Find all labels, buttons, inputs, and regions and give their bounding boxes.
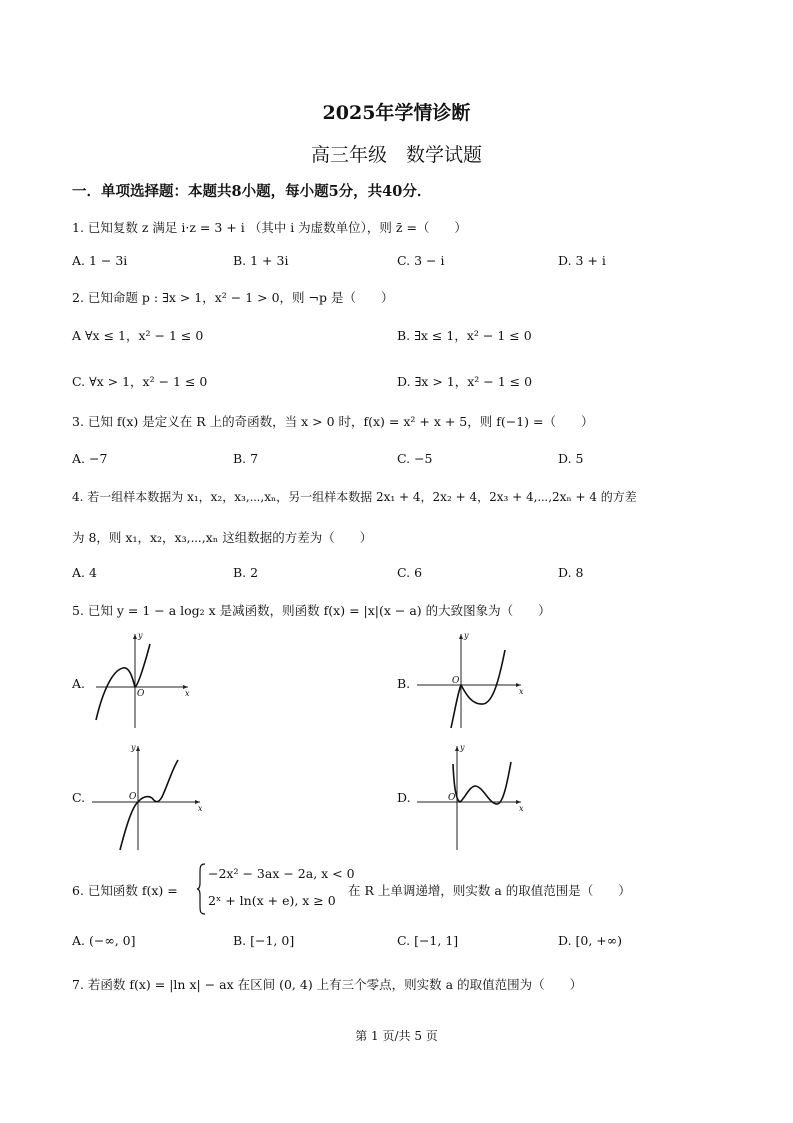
- graph-b-origin-label: O: [452, 676, 460, 686]
- question-6-option-a: A. (−∞, 0]: [72, 933, 136, 948]
- question-5-graph-b: [413, 630, 528, 730]
- graph-d-y-label: y: [460, 743, 465, 752]
- question-5-stem: 5. 已知 y = 1 − a log₂ x 是减函数，则函数 f(x) = |x|(x − a) 的大致图象为（ ）: [72, 603, 551, 618]
- question-4-option-d: D. 8: [558, 565, 584, 580]
- graph-a-y-label: y: [138, 631, 143, 640]
- question-5-option-c-label: C.: [72, 790, 86, 805]
- page-subtitle: 高三年级 数学试题: [310, 144, 482, 166]
- question-1-option-a: A. 1 − 3i: [72, 253, 128, 268]
- question-6-piece-1: −2x² − 3ax − 2a, x < 0: [208, 866, 355, 881]
- question-6-stem-suffix: 在 R 上单调递增，则实数 a 的取值范围是（ ）: [348, 883, 631, 898]
- graph-a-origin-label: O: [137, 689, 145, 699]
- question-6-option-d: D. [0, +∞): [558, 933, 623, 948]
- question-6-option-b: B. [−1, 0]: [233, 933, 295, 948]
- question-3-option-c: C. −5: [397, 451, 433, 466]
- question-5-option-d-label: D.: [397, 790, 411, 805]
- question-5-option-b-label: B.: [397, 676, 411, 691]
- question-4-option-b: B. 2: [233, 565, 259, 580]
- question-1-option-b: B. 1 + 3i: [233, 253, 289, 268]
- graph-d-x-label: x: [519, 804, 524, 813]
- question-3-option-a: A. −7: [72, 451, 108, 466]
- question-6-piece-2: 2ˣ + ln(x + e), x ≥ 0: [208, 893, 336, 908]
- question-3-option-b: B. 7: [233, 451, 259, 466]
- question-3-option-d: D. 5: [558, 451, 584, 466]
- question-6-option-c: C. [−1, 1]: [397, 933, 459, 948]
- question-6-brace: [196, 863, 206, 915]
- graph-a-x-label: x: [185, 689, 190, 698]
- question-4-stem-line-1: 4. 若一组样本数据为 x₁，x₂，x₃,⋯,xₙ，另一组样本数据 2x₁ + 4，2x₂ + 4，2x₃ + 4,⋯,2xₙ + 4 的方差: [72, 490, 637, 504]
- question-5-graph-a: [88, 630, 198, 730]
- question-6-stem-prefix: 6. 已知函数 f(x) =: [72, 883, 178, 898]
- question-2-option-b: B. ∃x ≤ 1，x² − 1 ≤ 0: [397, 328, 532, 343]
- section-heading: 一．单项选择题：本题共8小题，每小题5分，共40分．: [72, 183, 432, 200]
- graph-b-y-label: y: [464, 631, 469, 640]
- graph-c-origin-label: O: [129, 792, 137, 802]
- question-7-stem: 7. 若函数 f(x) = |ln x| − ax 在区间 (0, 4) 上有三个零点，则实数 a 的取值范围为（ ）: [72, 977, 583, 992]
- question-4-stem-line-2: 为 8，则 x₁，x₂，x₃,⋯,xₙ 这组数据的方差为（ ）: [72, 530, 373, 545]
- question-1-stem: 1. 已知复数 z 满足 i·z = 3 + i （其中 i 为虚数单位），则 z̄ =（ ）: [72, 220, 467, 235]
- question-2-option-c: C. ∀x > 1，x² − 1 ≤ 0: [72, 374, 208, 389]
- question-2-option-a: A ∀x ≤ 1，x² − 1 ≤ 0: [72, 328, 204, 343]
- question-1-option-c: C. 3 − i: [397, 253, 445, 268]
- question-4-option-a: A. 4: [72, 565, 97, 580]
- graph-d-origin-label: O: [448, 793, 456, 803]
- graph-c-y-label: y: [131, 743, 136, 752]
- question-2-stem: 2. 已知命题 p : ∃x > 1，x² − 1 > 0，则 ¬p 是（ ）: [72, 290, 394, 305]
- graph-c-x-label: x: [198, 804, 203, 813]
- page-title: 2025年学情诊断: [322, 102, 471, 124]
- question-5-graph-c: [88, 742, 208, 852]
- graph-b-x-label: x: [519, 687, 524, 696]
- question-4-option-c: C. 6: [397, 565, 423, 580]
- question-3-stem: 3. 已知 f(x) 是定义在 R 上的奇函数，当 x > 0 时，f(x) = x² + x + 5，则 f(−1) =（ ）: [72, 414, 594, 429]
- question-2-option-d: D. ∃x > 1，x² − 1 ≤ 0: [397, 374, 533, 389]
- question-1-option-d: D. 3 + i: [558, 253, 606, 268]
- question-5-option-a-label: A.: [72, 676, 86, 691]
- question-5-graph-d: [413, 742, 528, 852]
- page-footer: 第 1 页/共 5 页: [355, 1029, 438, 1043]
